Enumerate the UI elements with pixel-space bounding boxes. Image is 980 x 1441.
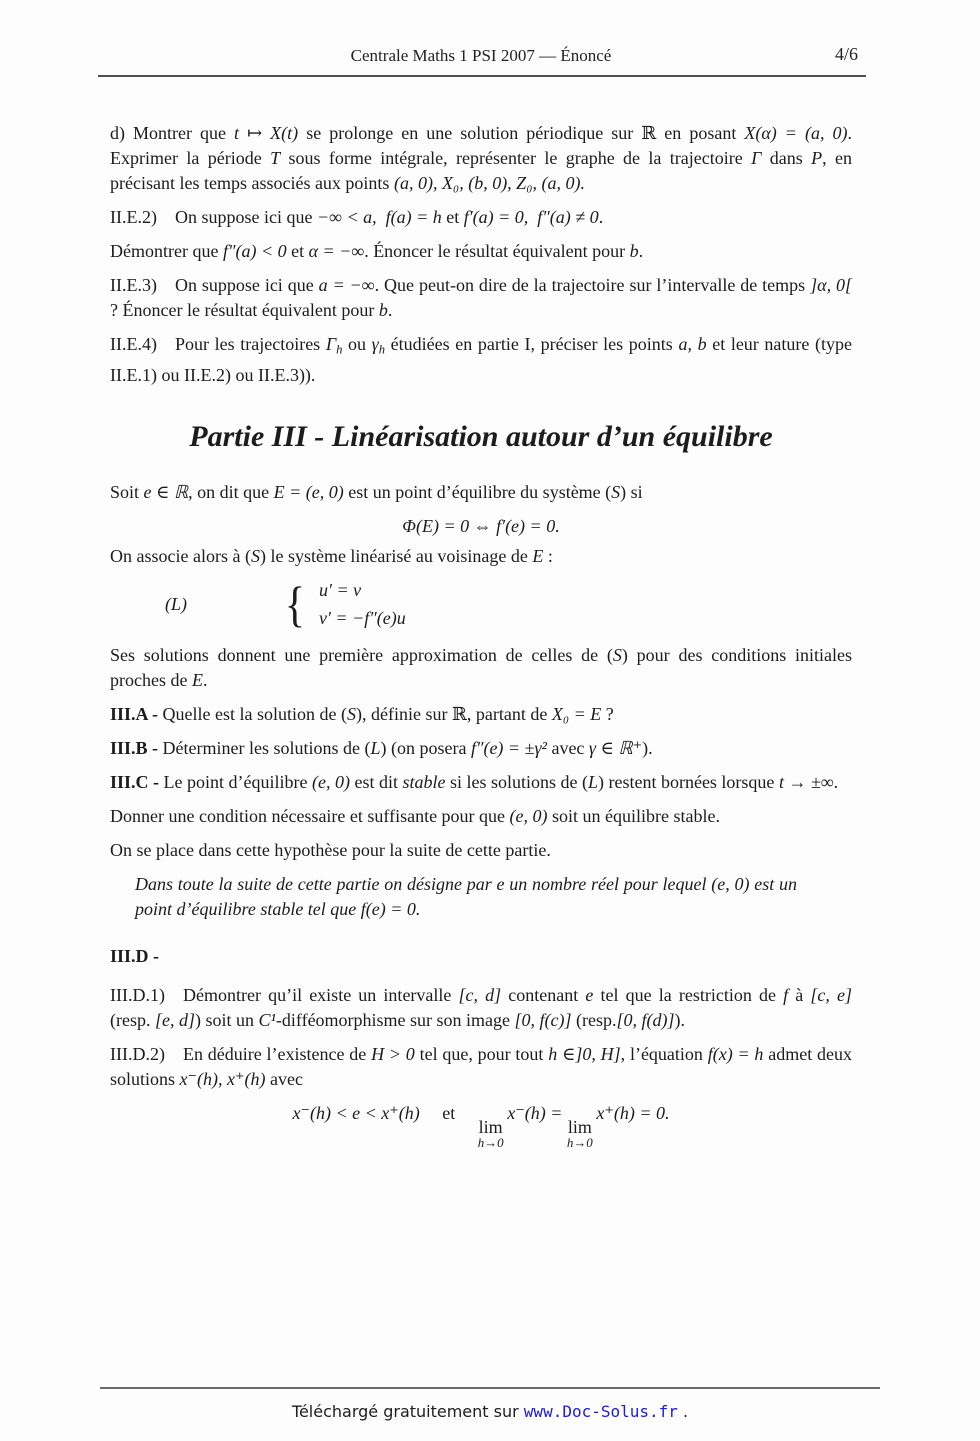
question-d [110,121,852,196]
math-inline: e ∈ ℝ [143,481,189,502]
math-inline: f″(e) = ±γ² [470,737,547,758]
text-segment: II.E.4) Pour les trajectoires [110,334,326,354]
text-segment: se prolonge en une solution périodique sur [298,123,642,143]
system-label: (L) [165,593,187,614]
math-inline: f″(a) < 0 [222,241,287,261]
math-inline: x⁻(h) = [507,1102,567,1123]
hypothesis-note [110,838,852,863]
text-segment: dans [761,148,812,168]
text-segment: . [598,207,604,227]
text-segment: et leur nature (type II.E.1) ou II.E.2) ou II.E.3)). [110,334,853,385]
math-inline: x⁻(h), x⁺(h) [179,1068,266,1089]
stable-equilibrium-condition [110,804,852,829]
text-segment: Quelle est la solution de ( [162,703,347,724]
text-segment: . Que peut-on dire de la trajectoire sur l’intervalle de temps [374,275,811,295]
text-segment: . [415,898,421,919]
math-inline: t → ±∞ [778,771,834,792]
system-equations [307,578,406,631]
math-inline: x⁻(h) < e < x⁺(h) [292,1102,420,1123]
text-segment: Le point d’équilibre [163,771,312,792]
math-inline: x⁺(h) = 0. [596,1102,670,1123]
limit-notation: lim h→0 [566,1116,593,1151]
math-inline: a, b [678,334,707,354]
text-segment: Ses solutions donnent une première approximation de celles de ( [110,644,613,665]
text-segment: III.C - [110,771,164,792]
linearized-system-intro [110,544,852,569]
math-inline: (e, 0) [311,771,350,792]
text-segment: ? [601,703,614,724]
text-segment: (resp. [110,1009,155,1030]
text-segment: avec [546,737,589,758]
math-inline: [0, f(c)] [514,1009,572,1030]
question-II-E-2 [110,205,852,230]
math-inline: γ [371,334,379,354]
text-segment: II.E.2) On suppose ici que [110,207,317,227]
text-segment: On associe alors à ( [110,545,251,566]
equilibrium-condition-formula [110,514,852,539]
text-segment: en posant [656,123,745,143]
question-III-D-2 [110,1042,852,1092]
doc-solus-link[interactable]: www.Doc-Solus.fr [523,1402,678,1421]
question-II-E-3 [110,273,852,323]
question-II-E-4 [110,332,852,388]
text-segment: est un point d’équilibre stable tel que [135,873,797,919]
text-segment: . Exprimer la période [110,123,852,168]
text-segment: ) restent bornées lorsque [597,771,779,792]
header-row [110,44,858,66]
math-inline: γ ∈ ℝ⁺ [588,737,643,758]
linearized-solutions-note [110,643,852,693]
math-inline: e [496,873,505,894]
math-inline: S [611,481,621,502]
text-segment: . Énoncer le résultat équivalent pour [364,241,630,261]
math-inline: [c, e] [810,984,852,1005]
math-inline: Γ [325,334,337,354]
part-assumption-note [135,872,797,922]
text-segment: ), définie sur [355,703,452,724]
math-inline: h ∈]0, H] [548,1043,621,1064]
question-III-C [110,770,852,795]
text-segment: est un point d’équilibre du système ( [343,481,612,502]
text-segment: étudiées en partie I, préciser les points [385,334,679,354]
text-segment: III.D.2) En déduire l’existence de [110,1043,372,1064]
math-inline: C¹ [258,1009,276,1030]
question-III-B [110,736,852,761]
math-inline: f(x) = h [707,1043,764,1064]
text-segment: On se place dans cette hypothèse pour la suite de cette partie. [110,839,551,860]
math-inline: Φ(E) = 0 ⇔ f′(e) = 0. [402,515,560,536]
text-segment: sous forme intégrale, représenter le graphe de la trajectoire [280,148,752,168]
text-segment: Soit [110,481,144,502]
math-inline: e [585,984,594,1005]
math-inline: S [250,545,260,566]
equation-line: u′ = v [319,579,362,600]
math-inline: E = (e, 0) [273,481,344,502]
text-segment: III.B - [110,737,163,758]
text-segment: ). [642,737,653,758]
text-segment: Démontrer que [110,241,223,261]
math-inline: P [811,148,823,168]
text-segment: stable [402,771,446,792]
math-inline: f(e) = 0 [360,898,416,919]
text-segment: avec [265,1068,303,1089]
math-inline: Γ [751,148,762,168]
math-inline: H > 0 [371,1043,415,1064]
math-inline: (a, 0), X₀, (b, 0), Z₀, (a, 0). [393,173,585,193]
math-inline: E [532,545,544,566]
text-segment: ) soit un [194,1009,259,1030]
text-segment: : [543,545,553,566]
text-segment: ). [674,1009,686,1030]
math-inline: S [346,703,356,724]
text-segment: . [387,300,393,320]
header-rule [98,75,866,77]
math-inline: L [370,737,381,758]
math-inline: f [783,984,789,1005]
text-segment: -difféomorphisme sur son image [275,1009,515,1030]
text-segment: ℝ [641,123,657,143]
solutions-limit-formula [110,1101,852,1151]
text-segment: et [441,207,464,227]
math-inline: b [378,300,388,320]
text-segment: ℝ [451,703,467,724]
document-title: Centrale Maths 1 PSI 2007 — Énoncé [350,46,612,65]
equation-line: v′ = −f″(e)u [319,607,406,628]
text-segment: si les solutions de ( [445,771,588,792]
text-segment: II.E.3) On suppose ici que [110,275,319,295]
footer-suffix: . [677,1402,689,1421]
text-segment: admet deux solutions [110,1043,852,1089]
equilibrium-definition [110,480,852,505]
part-iii-heading [110,418,852,456]
footer-text: Téléchargé gratuitement sur [291,1402,524,1421]
text-segment: Partie III - Linéarisation autour d’un équilibre [189,419,773,453]
math-inline: (e, 0) [509,805,548,826]
footer-rule [100,1387,880,1389]
text-segment: Donner une condition nécessaire et suffisante pour que [110,805,510,826]
math-inline: a = −∞ [318,275,375,295]
text-segment: III.D - [110,945,160,966]
text-segment: contenant [501,984,586,1005]
text-segment: et [286,241,309,261]
math-inline: ]α, 0[ [810,275,852,295]
math-inline: E [191,669,203,690]
limit-notation: lim h→0 [477,1116,504,1151]
math-inline: X₀ = E [551,703,602,724]
page-number: 4/6 [834,44,858,64]
text-segment: soit un équilibre stable. [547,805,720,826]
math-inline: [c, d] [458,984,502,1005]
math-inline: h [378,342,386,357]
text-segment: Dans toute la suite de cette partie on désigne par [135,873,497,894]
text-segment: est dit [349,771,403,792]
text-segment: tel que, pour tout [414,1043,549,1064]
math-inline: T [270,148,281,168]
text-segment: , en précisant les temps associés aux points [110,148,852,193]
document-body [110,121,852,1150]
math-inline: X(α) = (a, 0) [744,123,848,143]
question-III-A [110,702,852,727]
text-segment: ) le système linéarisé au voisinage de [259,545,533,566]
text-segment: ) (on posera [380,737,471,758]
system-L: (L) { u′ = v v′ = −f″(e)u [110,578,852,631]
math-inline: h [336,342,343,357]
math-inline: S [612,644,622,665]
text-segment: , on dit que [188,481,274,502]
math-inline: −∞ < a, f(a) = h [316,207,442,227]
text-segment: . [638,241,644,261]
text-segment: ) si [620,481,643,502]
math-inline: f′(a) = 0, f″(a) ≠ 0 [463,207,599,227]
page-header [110,44,858,77]
text-segment: ? Énoncer le résultat équivalent pour [110,300,379,320]
text-segment: et [419,1102,478,1123]
text-segment: ou [342,334,372,354]
text-segment: à [788,984,811,1005]
text-segment: tel que la restriction de [593,984,784,1005]
text-segment: d) Montrer que [110,123,235,143]
text-segment: III.D.1) Démontrer qu’il existe un intervalle [110,984,459,1005]
text-segment: III.A - [110,703,163,724]
question-III-D-1 [110,983,852,1033]
math-inline: L [587,771,598,792]
section-III-D [110,944,852,969]
math-inline: b [629,241,639,261]
math-inline: [0, f(d)] [616,1009,675,1030]
text-segment: . [833,771,839,792]
footer-line [100,1402,880,1441]
text-segment: . [202,669,208,690]
question-II-E-2-result [110,239,852,264]
text-segment: , partant de [466,703,552,724]
text-segment: ) pour des conditions initiales proches de [110,644,852,690]
text-segment: (resp. [571,1009,617,1030]
math-inline: (e, 0) [711,873,750,894]
math-inline: t ↦ X(t) [234,123,299,143]
page-footer [0,1387,980,1441]
text-segment: Déterminer les solutions de ( [162,737,371,758]
math-inline: [e, d] [154,1009,195,1030]
text-segment: , l’équation [620,1043,708,1064]
math-inline: α = −∞ [308,241,365,261]
text-segment: un nombre réel pour lequel [504,873,712,894]
